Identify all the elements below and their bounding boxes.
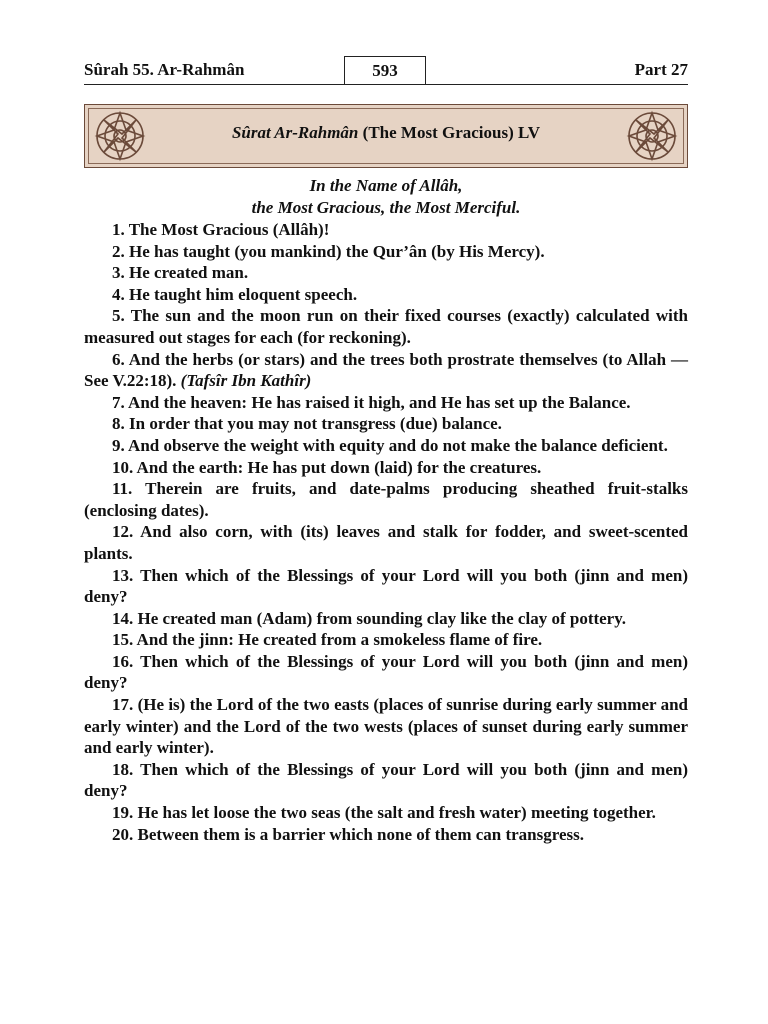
basmala-line-1: In the Name of Allâh, — [309, 176, 463, 195]
verse: 16. Then which of the Blessings of your Lord will you both (jinn and men) deny? — [84, 651, 688, 693]
verse: 4. He taught him eloquent speech. — [112, 284, 358, 304]
verse — [84, 349, 688, 392]
page-header — [84, 56, 688, 85]
verse: 7. And the heaven: He has raised it high, and He has set up the Balance. — [112, 392, 631, 412]
ornament-rosette-icon — [93, 109, 147, 163]
page-number: 593 — [344, 56, 426, 84]
verse: 13. Then which of the Blessings of your Lord will you both (jinn and men) deny? — [84, 565, 688, 607]
verse: 19. He has let loose the two seas (the salt and fresh water) meeting together. — [112, 803, 656, 823]
basmala-line-2: the Most Gracious, the Most Merciful. — [251, 198, 521, 217]
verse: 10. And the earth: He has put down (laid) for the creatures. — [112, 457, 542, 477]
part-label: Part 27 — [634, 60, 688, 79]
verse: 1. The Most Gracious (Allâh)! — [112, 220, 330, 239]
verse: 14. He created man (Adam) from sounding clay like the clay of pottery. — [112, 608, 627, 628]
surah-heading-rest: (The Most Gracious) LV — [358, 123, 541, 142]
verse: 11. Therein are fruits, and date-palms producing sheathed fruit-stalks (enclosing dates). — [84, 479, 688, 520]
ornament-rosette-icon — [625, 109, 679, 163]
verse: 17. (He is) the Lord of the two easts (places of sunrise during early summer and early winter) and the Lord of the two wests (places of sunset during early summer and early winter). — [84, 695, 688, 758]
verse: 5. The sun and the moon run on their fixed courses (exactly) calculated with measured out stages for each (for reckoning). — [84, 306, 688, 347]
verse-citation: (Tafsîr Ibn Kathîr) — [180, 371, 312, 391]
surah-heading — [155, 123, 617, 143]
verse: 2. He has taught (you mankind) the Qur’ân (by His Mercy). — [112, 241, 545, 261]
verse: 20. Between them is a barrier which none of them can transgress. — [112, 824, 585, 844]
verse: 15. And the jinn: He created from a smokeless flame of fire. — [112, 630, 543, 650]
surah-heading-name: Sûrat Ar-Rahmân — [231, 123, 359, 142]
verse: 3. He created man. — [112, 263, 249, 283]
verse-list — [84, 219, 688, 845]
verse: 8. In order that you may not transgress (due) balance. — [112, 414, 502, 434]
verse-text: 6. And the herbs (or stars) and the trees both prostrate themselves (to Allah — See V.22:18). — [84, 349, 688, 391]
verse: 18. Then which of the Blessings of your Lord will you both (jinn and men) deny? — [84, 759, 688, 801]
verse: 9. And observe the weight with equity and do not make the balance deficient. — [112, 435, 668, 455]
verse: 12. And also corn, with (its) leaves and stalk for fodder, and sweet-scented plants. — [84, 522, 688, 563]
surah-banner — [84, 104, 688, 168]
surah-title: Sûrah 55. Ar-Rahmân — [84, 60, 245, 79]
